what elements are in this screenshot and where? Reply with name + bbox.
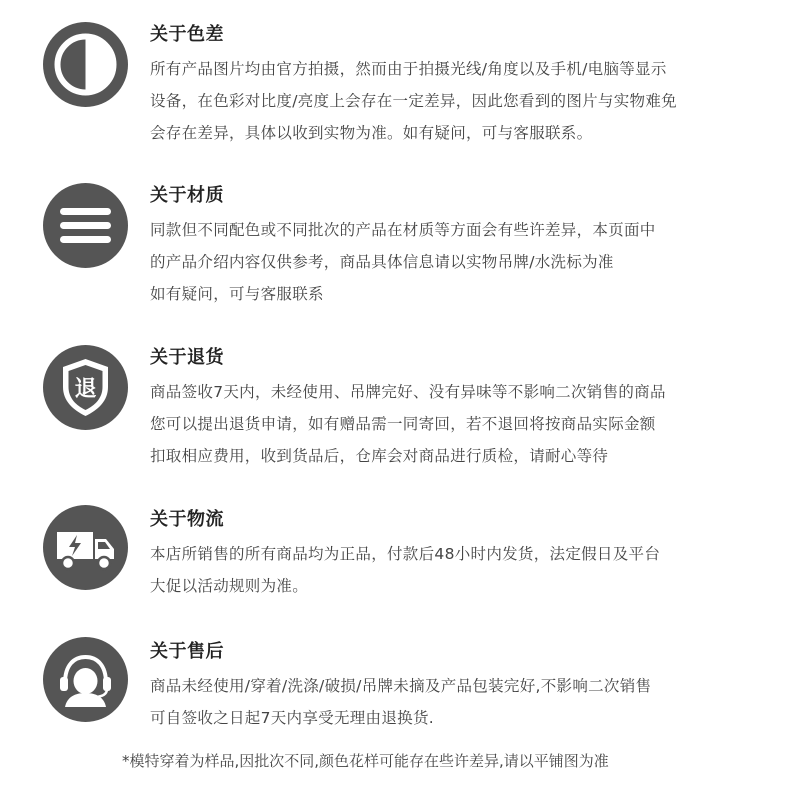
return-icon-text: 退 bbox=[74, 377, 97, 402]
delivery-truck-icon bbox=[43, 505, 128, 590]
section-text-line: 会存在差异，具体以收到实物为准。如有疑问，可与客服联系。 bbox=[150, 124, 593, 142]
menu-lines-icon bbox=[43, 183, 128, 268]
color-contrast-icon bbox=[43, 22, 128, 107]
section-text-line: 可自签收之日起7天内享受无理由退换货. bbox=[150, 709, 434, 727]
return-shield-icon bbox=[43, 345, 128, 430]
section-title: 关于材质 bbox=[150, 185, 224, 206]
footnote: *模特穿着为样品,因批次不同,颜色花样可能存在些许差异,请以平铺图为准 bbox=[122, 752, 609, 770]
section-title: 关于退货 bbox=[150, 347, 224, 368]
section-text-line: 大促以活动规则为准。 bbox=[150, 577, 309, 595]
section-text-line: 扣取相应费用，收到货品后，仓库会对商品进行质检，请耐心等待 bbox=[150, 447, 609, 465]
section-text-line: 同款但不同配色或不同批次的产品在材质等方面会有些许差异，本页面中 bbox=[150, 221, 656, 239]
customer-service-icon bbox=[43, 637, 128, 722]
section-title: 关于物流 bbox=[150, 509, 224, 530]
section-text-line: 设备，在色彩对比度/亮度上会存在一定差异，因此您看到的图片与实物难免 bbox=[150, 92, 677, 110]
section-text-line: 商品未经使用/穿着/洗涤/破损/吊牌未摘及产品包装完好,不影响二次销售 bbox=[150, 677, 652, 695]
section-text-line: 的产品介绍内容仅供参考，商品具体信息请以实物吊牌/水洗标为准 bbox=[150, 253, 614, 271]
section-text-line: 您可以提出退货申请，如有赠品需一同寄回，若不退回将按商品实际金额 bbox=[150, 415, 656, 433]
section-text-line: 如有疑问，可与客服联系 bbox=[150, 285, 324, 303]
section-text-line: 商品签收7天内，未经使用、吊牌完好、没有异味等不影响二次销售的商品 bbox=[150, 383, 666, 401]
section-title: 关于色差 bbox=[150, 24, 224, 45]
section-text-line: 本店所销售的所有商品均为正品，付款后48小时内发货，法定假日及平台 bbox=[150, 545, 661, 563]
section-title: 关于售后 bbox=[150, 641, 224, 662]
section-text-line: 所有产品图片均由官方拍摄，然而由于拍摄光线/角度以及手机/电脑等显示 bbox=[150, 60, 667, 78]
